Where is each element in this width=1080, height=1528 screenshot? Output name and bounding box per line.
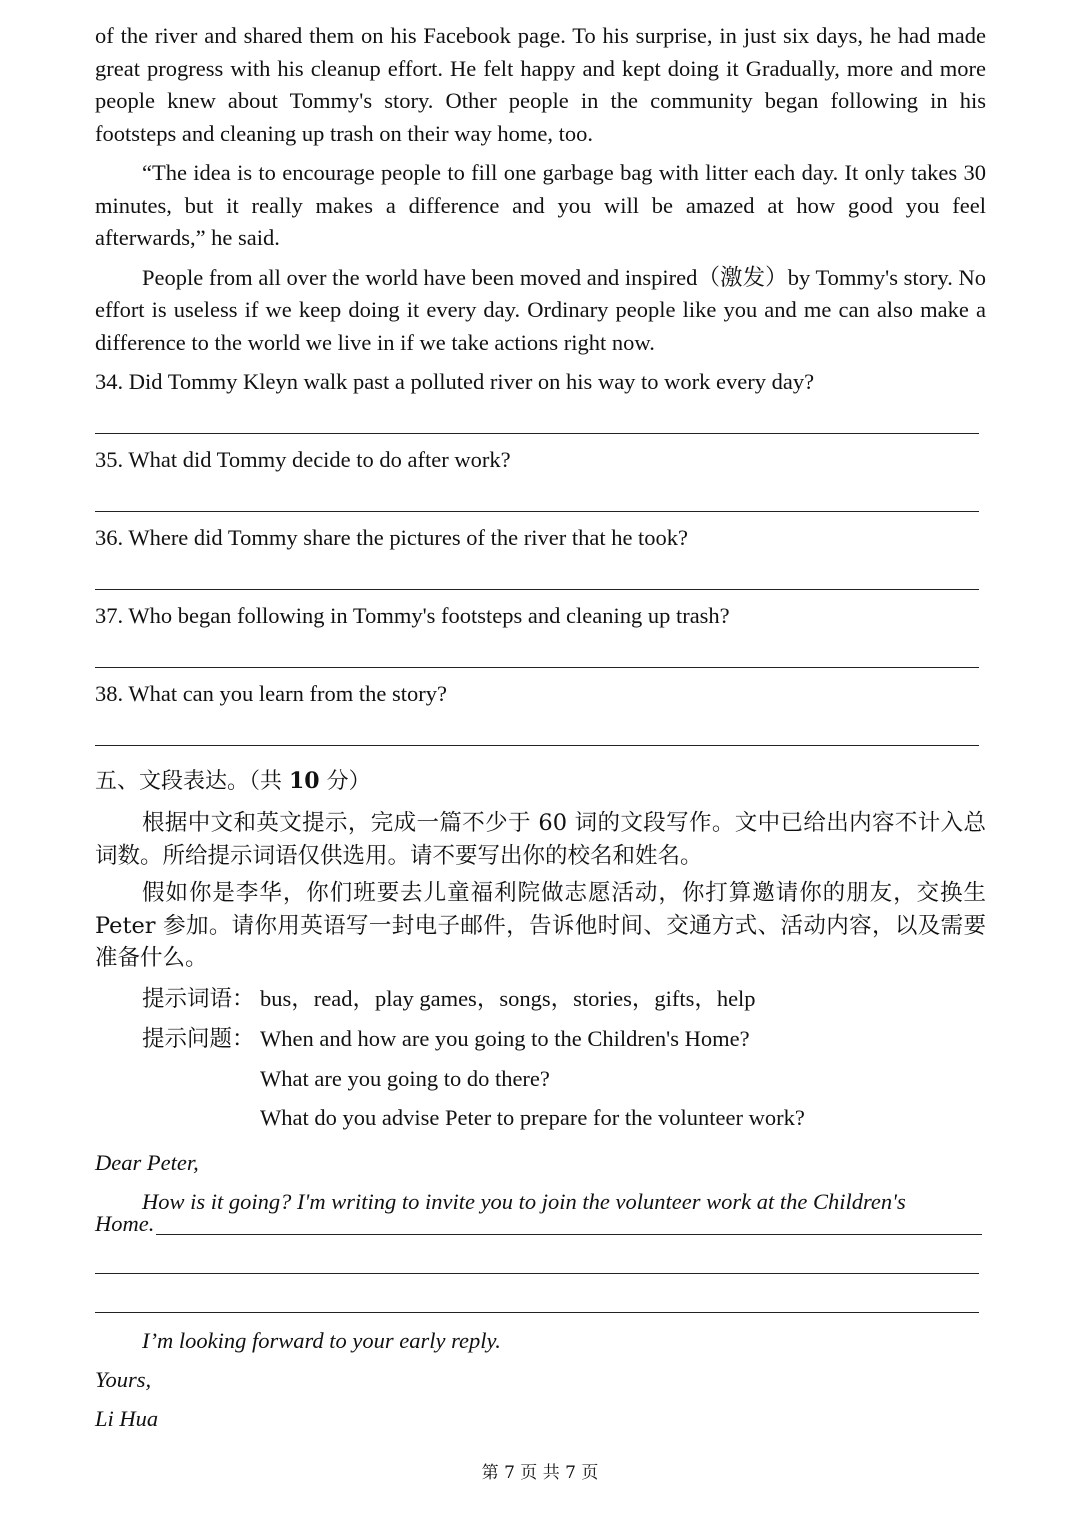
- question-text: 37. Who began following in Tommy's footsteps and cleaning up trash?: [95, 603, 730, 628]
- passage-paragraph-3: People from all over the world have been moved and inspired（激发）by Tommy's story. No effort is useless if we keep doing it every day. Ordinary people like you and me can also make a difference to the world we live in if we take actions right now.: [95, 264, 986, 355]
- question-38: [95, 679, 986, 746]
- answer-line[interactable]: [95, 433, 979, 434]
- section-scenario: 假如你是李华，你们班要去儿童福利院做志愿活动，你打算邀请你的朋友，交换生 Peter 参加。请你用英语写一封电子邮件，告诉他时间、交通方式、活动内容，以及需要准备什么。: [95, 880, 986, 971]
- passage-paragraph-2: “The idea is to encourage people to fill one garbage bag with litter each day. It only takes 30 minutes, but it really makes a difference and you will be amazed at how good you feel afterwards,” he said.: [95, 160, 986, 250]
- writing-line[interactable]: [95, 1312, 979, 1313]
- question-text: 35. What did Tommy decide to do after work?: [95, 447, 511, 472]
- answer-line[interactable]: [95, 589, 979, 590]
- letter: [95, 1143, 986, 1438]
- hints: [95, 979, 986, 1137]
- reading-passage: [95, 20, 986, 366]
- hint-question: When and how are you going to the Children's Home?: [260, 1025, 750, 1051]
- section-title: 五、文段表达。（共 10 分）: [95, 768, 371, 794]
- answer-line[interactable]: [95, 745, 979, 746]
- hint-question-row-1: [142, 1019, 986, 1059]
- question-text: 36. Where did Tommy share the pictures of the river that he took?: [95, 525, 689, 550]
- question-36: [95, 523, 986, 590]
- hint-questions-label: 提示问题：: [142, 1025, 255, 1052]
- page-footer: 第 7 页 共 7 页: [481, 1463, 599, 1483]
- letter-name: Li Hua: [95, 1406, 159, 1431]
- question-37: [95, 601, 986, 668]
- section-instruction: 根据中文和英文提示，完成一篇不少于 60 词的文段写作。文中已给出内容不计入总词数。所给提示词语仅供选用。请不要写出你的校名和姓名。: [95, 810, 986, 869]
- section-5: [95, 764, 986, 1137]
- hint-words: bus，read，play games，songs，stories，gifts，help: [260, 985, 756, 1011]
- hint-question-row-2: [142, 1059, 986, 1098]
- letter-opening-end: Home.: [95, 1211, 155, 1236]
- letter-opening: How is it going? I'm writing to invite you to join the volunteer work at the Children's: [142, 1189, 906, 1214]
- writing-line[interactable]: [156, 1234, 982, 1235]
- hint-words-row: [142, 979, 986, 1019]
- letter-greeting: Dear Peter,: [95, 1150, 199, 1175]
- hint-question: What are you going to do there?: [260, 1065, 550, 1091]
- question-34: [95, 367, 986, 434]
- answer-line[interactable]: [95, 667, 979, 668]
- writing-line[interactable]: [95, 1273, 979, 1274]
- letter-signoff: Yours,: [95, 1367, 152, 1392]
- hint-question: What do you advise Peter to prepare for the volunteer work?: [260, 1104, 805, 1130]
- question-text: 34. Did Tommy Kleyn walk past a polluted river on his way to work every day?: [95, 369, 815, 394]
- answer-line[interactable]: [95, 511, 979, 512]
- question-text: 38. What can you learn from the story?: [95, 681, 447, 706]
- hint-words-label: 提示词语：: [142, 985, 255, 1012]
- passage-paragraph-1: of the river and shared them on his Facebook page. To his surprise, in just six days, he had made great progress with his cleanup effort. He felt happy and kept doing it Gradually, more and more people knew about Tommy's story. Other people in the community began following in his footsteps and cleaning up trash on their way home, too.: [95, 23, 986, 146]
- letter-closing: I’m looking forward to your early reply.: [142, 1328, 501, 1353]
- hint-question-row-3: [142, 1098, 986, 1137]
- question-35: [95, 445, 986, 512]
